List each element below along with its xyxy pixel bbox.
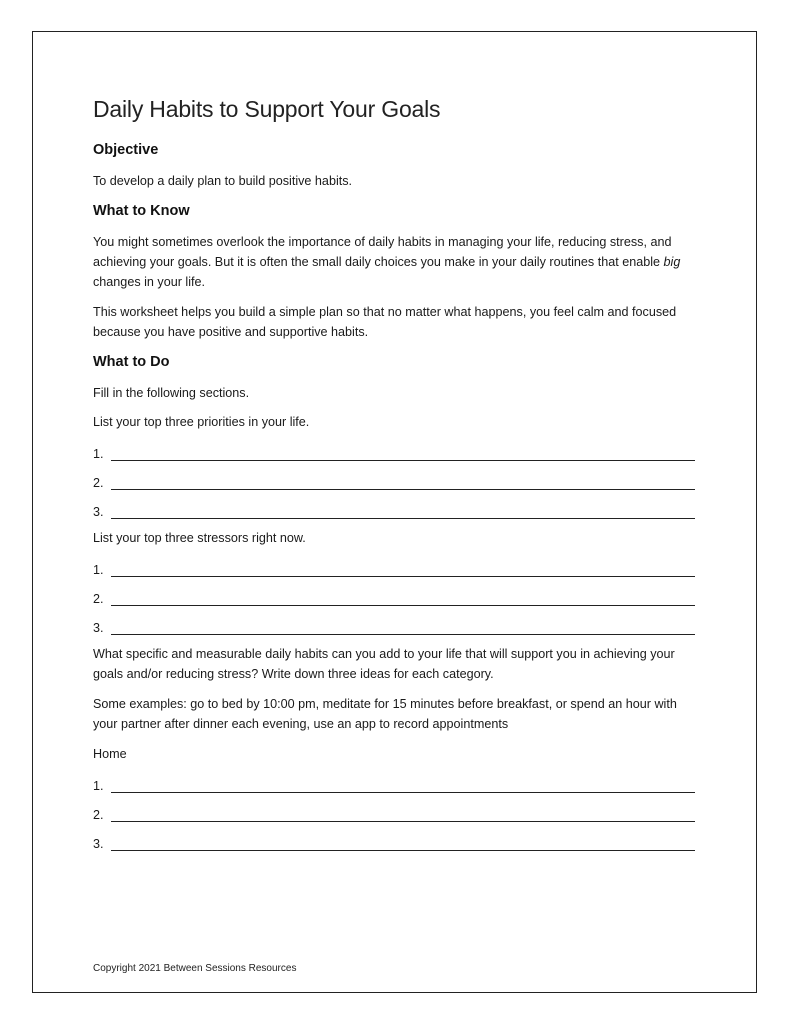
answer-number: 1. [93, 447, 104, 461]
home-answer-3 [93, 831, 703, 851]
what-to-know-paragraph-2: This worksheet helps you build a simple plan so that no matter what happens, you feel calm and focused because you have positive and supportive habits. [93, 305, 677, 339]
what-to-know-p1-end: changes in your life. [93, 275, 206, 289]
what-to-know-heading: What to Know [93, 203, 190, 219]
priority-answer-1 [93, 441, 703, 461]
stressor-answer-1 [93, 557, 703, 577]
answer-number: 3. [93, 837, 104, 851]
answer-number: 2. [93, 808, 104, 822]
home-answer-2 [93, 802, 703, 822]
page-title: Daily Habits to Support Your Goals [93, 96, 441, 122]
answer-blank-line[interactable] [111, 475, 695, 490]
home-category-label: Home [93, 747, 127, 761]
what-to-know-paragraph-1 [93, 232, 703, 292]
answer-blank-line[interactable] [111, 807, 695, 822]
answer-blank-line[interactable] [111, 446, 695, 461]
answer-number: 3. [93, 621, 104, 635]
answer-number: 2. [93, 476, 104, 490]
answer-blank-line[interactable] [111, 778, 695, 793]
stressor-answer-3 [93, 615, 703, 635]
habits-prompt: What specific and measurable daily habits can you add to your life that will support you in achieving your goals and/or reducing stress? Write down three ideas for each category. [93, 647, 675, 681]
answer-blank-line[interactable] [111, 591, 695, 606]
stressor-answer-2 [93, 586, 703, 606]
home-answer-1 [93, 773, 703, 793]
answer-number: 1. [93, 779, 104, 793]
worksheet-content [93, 96, 703, 860]
what-to-know-p1-start: You might sometimes overlook the importance of daily habits in managing your life, reducing stress, and achieving your goals. But it is often the small daily choices you make in your daily routines that enable [93, 235, 672, 269]
answer-blank-line[interactable] [111, 836, 695, 851]
habit-examples: Some examples: go to bed by 10:00 pm, meditate for 15 minutes before breakfast, or spend an hour with your partner after dinner each evening, use an app to record appointments [93, 697, 677, 731]
answer-number: 2. [93, 592, 104, 606]
stressors-prompt: List your top three stressors right now. [93, 531, 306, 545]
objective-text: To develop a daily plan to build positive habits. [93, 174, 353, 188]
answer-blank-line[interactable] [111, 620, 695, 635]
priorities-prompt: List your top three priorities in your life. [93, 415, 310, 429]
priority-answer-2 [93, 470, 703, 490]
answer-blank-line[interactable] [111, 504, 695, 519]
copyright-footer: Copyright 2021 Between Sessions Resources [93, 963, 297, 974]
objective-heading: Objective [93, 142, 159, 158]
answer-blank-line[interactable] [111, 562, 695, 577]
what-to-know-p1-emphasis: big [663, 255, 681, 269]
answer-number: 3. [93, 505, 104, 519]
instructions-text: Fill in the following sections. [93, 386, 250, 400]
priority-answer-3 [93, 499, 703, 519]
what-to-do-heading: What to Do [93, 354, 170, 370]
answer-number: 1. [93, 563, 104, 577]
